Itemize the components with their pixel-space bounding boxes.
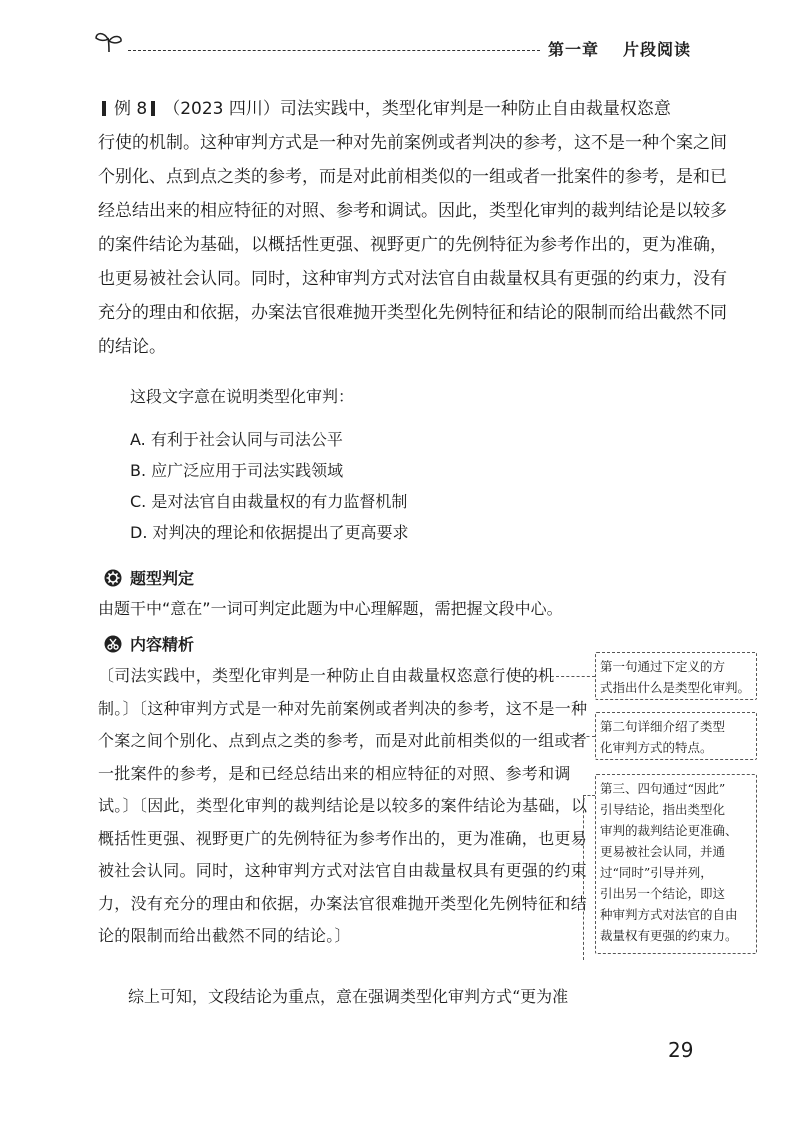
example-text: 司法实践中，类型化审判是一种防止自由裁量权恣意 xyxy=(279,99,671,119)
page-header xyxy=(0,0,800,70)
connector-line-3 xyxy=(583,795,584,960)
answer-options xyxy=(130,424,409,548)
annotation-line: 引导结论，指出类型化 xyxy=(600,802,726,817)
annotation-box-2 xyxy=(595,712,757,760)
connector-line-4 xyxy=(583,795,595,796)
annotation-line: 裁量权有更强的约束力。 xyxy=(600,928,738,943)
example-line: 的结论。 xyxy=(98,337,166,357)
section-label: 片段阅读 xyxy=(623,40,692,59)
chapter-title xyxy=(548,37,691,60)
example-line: 充分的理由和依据，办案法官很难抛开类型化先例特征和结论的限制而给出截然不同 xyxy=(98,303,727,323)
example-line: 行使的机制。这种审判方式是一种对先前案例或者判决的参考，这不是一种个案之间 xyxy=(98,133,727,153)
example-line: 的案件结论为基础，以概括性更强、视野更广的先例特征为参考作出的，更为准确， xyxy=(98,235,727,255)
question-type-heading xyxy=(104,566,194,589)
annotation-line: 第三、四句通过“因此” xyxy=(600,781,726,796)
question-type-title: 题型判定 xyxy=(130,569,195,588)
example-line: 个别化、点到点之类的参考，而是对此前相类似的一组或者一批案件的参考，是和已 xyxy=(98,167,727,187)
option-b[interactable]: B. 应广泛应用于司法实践领域 xyxy=(130,461,344,480)
analysis-line: 〔司法实践中，类型化审判是一种防止自由裁量权恣意行使的机 xyxy=(98,666,555,685)
analysis-line: 论的限制而给出截然不同的结论。〕 xyxy=(98,926,351,945)
example-tag-label: 例 8 xyxy=(114,99,148,119)
example-passage xyxy=(98,92,727,364)
annotation-line: 第一句通过下定义的方 xyxy=(600,659,726,674)
example-source: （2023 四川） xyxy=(163,99,280,119)
annotation-line: 审判的裁判结论更准确、 xyxy=(600,823,738,838)
annotation-line: 式指出什么是类型化审判。 xyxy=(600,680,751,695)
analysis-line: 一批案件的参考，是和已经总结出来的相应特征的对照、参考和调 xyxy=(98,763,571,783)
annotation-line: 更易被社会认同，并通 xyxy=(600,844,726,859)
connector-line-1 xyxy=(520,676,595,677)
page-number: 29 xyxy=(668,1038,694,1062)
analysis-passage xyxy=(98,660,593,953)
gear-icon xyxy=(104,569,122,587)
example-line: 经总结出来的相应特征的对照、参考和调试。因此，类型化审判的裁判结论是以较多 xyxy=(98,201,727,221)
option-a[interactable]: A. 有利于社会认同与司法公平 xyxy=(130,430,343,449)
annotation-line: 种审判方式对法官的自由 xyxy=(600,907,738,922)
option-d[interactable]: D. 对判决的理论和依据提出了更高要求 xyxy=(130,523,409,542)
annotation-box-3 xyxy=(595,774,757,954)
analysis-line: 力，没有充分的理由和依据，办案法官很难抛开类型化先例特征和结 xyxy=(98,893,588,913)
question-type-text: 由题干中“意在”一词可判定此题为中心理解题，需把握文段中心。 xyxy=(98,599,563,618)
sprout-icon xyxy=(94,30,124,54)
content-analysis-title: 内容精析 xyxy=(130,635,195,654)
question-stem: 这段文字意在说明类型化审判： xyxy=(130,387,355,406)
chapter-label: 第一章 xyxy=(548,40,600,59)
analysis-line: 制。〕〔这种审判方式是一种对先前案例或者判决的参考，这不是一种 xyxy=(98,698,588,718)
annotation-line: 引出另一个结论，即这 xyxy=(600,886,726,901)
analysis-line: 被社会认同。同时，这种审判方式对法官自由裁量权具有更强的约束 xyxy=(98,861,588,880)
annotation-box-1 xyxy=(595,652,757,700)
annotation-line: 化审判方式的特点。 xyxy=(600,740,713,755)
annotation-line: 第二句详细介绍了类型 xyxy=(600,719,726,734)
analysis-line: 概括性更强、视野更广的先例特征为参考作出的，更为准确，也更易 xyxy=(98,828,588,848)
summary-text: 综上可知，文段结论为重点，意在强调类型化审判方式“更为准 xyxy=(128,987,569,1006)
content-analysis-heading xyxy=(104,632,194,655)
option-c[interactable]: C. 是对法官自由裁量权的有力监督机制 xyxy=(130,492,408,511)
analysis-line: 试。〕〔因此，类型化审判的裁判结论是以较多的案件结论为基础，以 xyxy=(98,796,588,815)
example-tag xyxy=(98,99,163,119)
example-line xyxy=(98,92,698,126)
example-line: 也更易被社会认同。同时，这种审判方式对法官自由裁量权具有更强的约束力，没有 xyxy=(98,269,727,289)
tag-bar-left xyxy=(102,101,106,116)
scissors-icon xyxy=(104,635,122,653)
analysis-line: 个案之间个别化、点到点之类的参考，而是对此前相类似的一组或者 xyxy=(98,731,588,750)
connector-line-2 xyxy=(570,736,595,737)
tag-bar-right xyxy=(151,101,155,116)
annotation-line: 过“同时”引导并列， xyxy=(600,865,713,880)
header-divider xyxy=(128,50,540,51)
